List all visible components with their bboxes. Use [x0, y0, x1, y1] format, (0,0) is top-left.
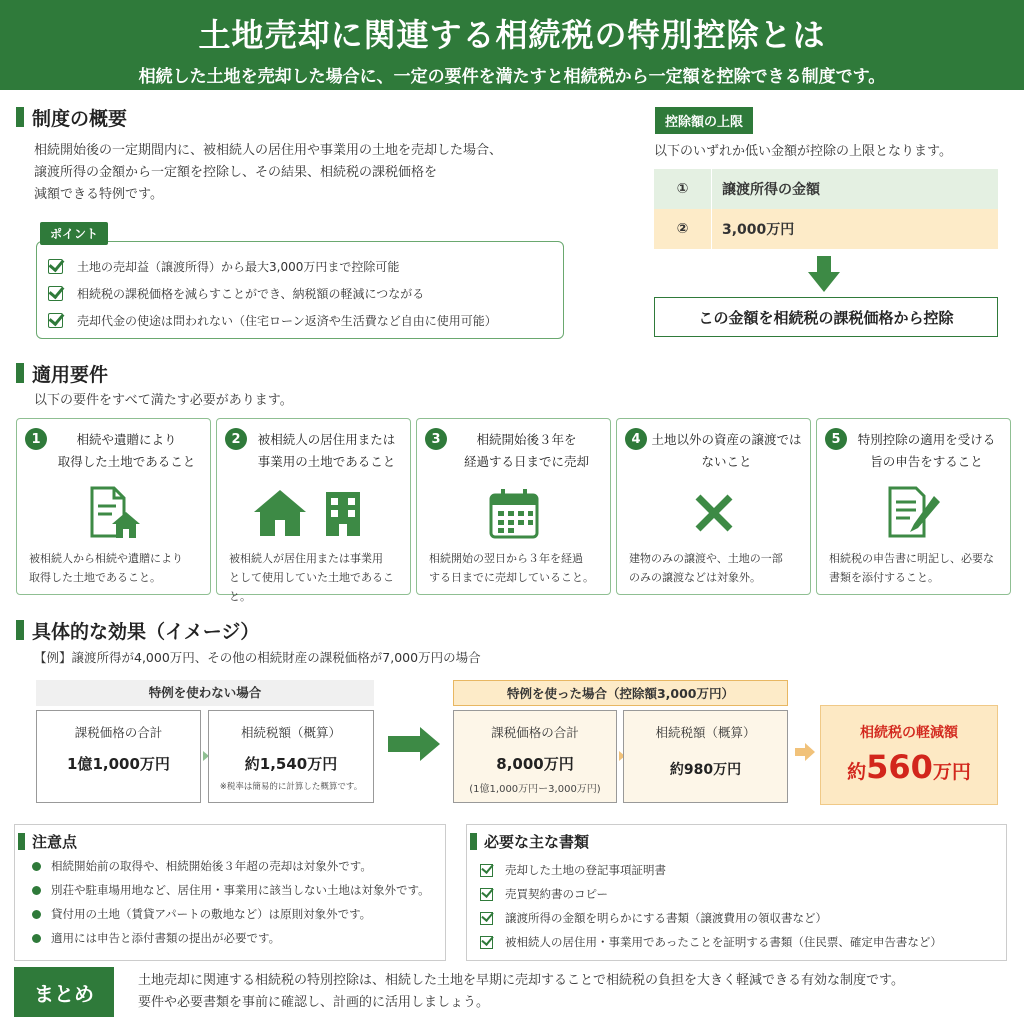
- overview-line: 譲渡所得の金額から一定額を控除し、その結果、相続税の課税価格を: [34, 165, 438, 180]
- point-text: 土地の売却益（譲渡所得）から最大3,000万円まで控除可能: [77, 260, 400, 274]
- caution-text: 相続開始前の取得や、相続開始後３年超の売却は対象外です。: [51, 859, 372, 873]
- with-label: 特例を使った場合（控除額3,000万円）: [453, 680, 788, 706]
- checkbox-icon: [480, 936, 493, 949]
- down-arrow-icon: [808, 256, 840, 292]
- requirement-title: [247, 429, 406, 473]
- right-arrow-icon: [795, 743, 815, 761]
- requirement-title-line: 被相続人の居住用または: [257, 432, 396, 447]
- box-label: 相続税額（概算）: [655, 725, 756, 740]
- requirement-title: [447, 429, 606, 473]
- box-value: 8,000万円: [496, 755, 574, 773]
- box-label: 課税価格の合計: [491, 725, 579, 740]
- point-text: 相続税の課税価格を減らすことができ、納税額の軽減につながる: [77, 287, 425, 301]
- cautions-title: 注意点: [18, 831, 77, 852]
- requirement-desc-line: として使用していた土地であること。: [229, 571, 394, 603]
- caution-text: 別荘や駐車場用地など、居住用・事業用に該当しない土地は対象外です。: [51, 883, 430, 897]
- overview-line: 減額できる特例です。: [34, 187, 163, 202]
- requirement-card-5: [816, 418, 1011, 595]
- document-text: 売却した土地の登記事項証明書: [505, 863, 666, 877]
- requirement-desc: [629, 549, 804, 587]
- point-item: [48, 312, 497, 329]
- requirement-title-line: 特別控除の適用を受ける: [857, 432, 996, 447]
- requirement-title-line: 旨の申告をすること: [870, 454, 983, 469]
- requirement-number: 5: [825, 428, 847, 450]
- box-label: 相続税額（概算）: [240, 725, 341, 740]
- requirement-desc-line: 建物のみの譲渡や、土地の一部: [629, 552, 783, 565]
- limit-num: ②: [654, 209, 712, 249]
- requirement-card-3: [416, 418, 611, 595]
- document-text: 譲渡所得の金額を明らかにする書類（譲渡費用の領収書など）: [505, 911, 827, 925]
- document-item: [480, 934, 942, 950]
- summary-tag: まとめ: [14, 967, 114, 1017]
- checkbox-icon: [480, 864, 493, 877]
- limit-intro: 以下のいずれか低い金額が控除の上限となります。: [654, 144, 952, 159]
- summary-line: 要件や必要書類を事前に確認し、計画的に活用しましょう。: [138, 995, 490, 1010]
- point-tag: ポイント: [40, 222, 108, 245]
- reduction-box: [820, 705, 998, 805]
- checkbox-icon: [48, 313, 63, 328]
- caution-item: [32, 930, 280, 946]
- checkbox-icon: [48, 286, 63, 301]
- requirement-number: 2: [225, 428, 247, 450]
- document-text: 被相続人の居住用・事業用であったことを証明する書類（住民票、確定申告書など）: [505, 935, 942, 949]
- limit-row-1: [654, 169, 998, 209]
- requirement-desc: [429, 549, 604, 587]
- calendar-icon: [417, 485, 610, 541]
- reduction-prefix: 約: [847, 761, 867, 783]
- with-tax-box: [623, 710, 788, 803]
- box-note: ※税率は簡易的に計算した概算です。: [219, 782, 363, 792]
- requirement-desc-line: 書類を添付すること。: [829, 571, 939, 584]
- checkbox-icon: [48, 259, 63, 274]
- box-value: 1億1,000万円: [67, 755, 170, 773]
- cross-icon: [617, 485, 810, 541]
- with-total-box: [453, 710, 617, 803]
- document-item: [480, 886, 608, 902]
- requirement-number: 3: [425, 428, 447, 450]
- effect-title: 具体的な効果（イメージ）: [16, 617, 259, 644]
- bullet-icon: [32, 910, 41, 919]
- documents-title: 必要な主な書類: [470, 831, 589, 852]
- requirement-desc-line: のみの譲渡などは対象外。: [629, 571, 761, 584]
- limit-label: 3,000万円: [722, 222, 795, 238]
- effect-example: 【例】譲渡所得が4,000万円、その他の相続財産の課税価格が7,000万円の場合: [34, 650, 481, 665]
- requirement-desc: [229, 549, 404, 606]
- page-header: [0, 0, 1024, 90]
- requirement-title-line: 土地以外の資産の譲渡では: [651, 432, 802, 447]
- summary-line: 土地売却に関連する相続税の特別控除は、相続した土地を早期に売却することで相続税の負担を大きく軽減できる有効な制度です。: [138, 973, 904, 988]
- without-tax-box: [208, 710, 374, 803]
- without-total-box: [36, 710, 201, 803]
- bullet-icon: [32, 886, 41, 895]
- point-text: 売却代金の使途は問われない（住宅ローン返済や生活費など自由に使用可能）: [77, 314, 497, 328]
- box-label: 課税価格の合計: [74, 725, 163, 740]
- requirement-desc-line: 相続開始の翌日から３年を経過: [429, 552, 583, 565]
- bullet-icon: [32, 934, 41, 943]
- checkbox-icon: [480, 912, 493, 925]
- requirement-card-1: [16, 418, 211, 595]
- caution-item: [32, 906, 371, 922]
- requirement-title-line: 相続や遺贈により: [76, 432, 177, 447]
- requirement-card-2: [216, 418, 411, 603]
- requirement-title: [847, 429, 1006, 473]
- house-building-icon: [217, 485, 410, 541]
- checkbox-icon: [480, 888, 493, 901]
- caution-item: [32, 858, 372, 874]
- requirement-card-4: [616, 418, 811, 595]
- without-label: 特例を使わない場合: [36, 680, 374, 706]
- box-value: 約980万円: [669, 762, 742, 778]
- caution-item: [32, 882, 430, 898]
- point-item: [48, 258, 399, 275]
- requirement-number: 4: [625, 428, 647, 450]
- requirement-desc-line: 取得した土地であること。: [29, 571, 161, 584]
- box-note: (1億1,000万円ー3,000万円): [469, 784, 601, 795]
- requirements-title: 適用要件: [16, 360, 108, 387]
- requirement-title-line: 相続開始後３年を: [476, 432, 577, 447]
- right-arrow-icon: [388, 727, 440, 761]
- page-title: 土地売却に関連する相続税の特別控除とは: [198, 16, 826, 54]
- document-text: 売買契約書のコピー: [505, 887, 609, 901]
- requirement-desc: [29, 549, 204, 587]
- caution-text: 貸付用の土地（賃貸アパートの敷地など）は原則対象外です。: [51, 907, 372, 921]
- limit-result: この金額を相続税の課税価格から控除: [654, 297, 998, 337]
- overview-title: 制度の概要: [16, 104, 127, 131]
- reduction-label: 相続税の軽減額: [860, 725, 958, 741]
- document-pen-icon: [817, 485, 1010, 541]
- point-item: [48, 285, 424, 302]
- requirement-desc-line: する日までに売却していること。: [429, 571, 594, 584]
- requirement-title-line: 事業用の土地であること: [257, 454, 396, 469]
- summary-text: [138, 970, 1018, 1014]
- reduction-amount: [821, 748, 997, 786]
- document-item: [480, 910, 827, 926]
- requirement-desc-line: 被相続人が居住用または事業用: [229, 552, 383, 565]
- limit-row-2: [654, 209, 998, 249]
- reduction-unit: 万円: [932, 761, 971, 783]
- requirement-title: [647, 429, 806, 473]
- limit-num: ①: [654, 169, 712, 209]
- requirement-desc-line: 被相続人から相続や遺贈により: [29, 552, 183, 565]
- page-subtitle: 相続した土地を売却した場合に、一定の要件を満たすと相続税から一定額を控除できる制度です。: [138, 67, 886, 87]
- limit-tag: 控除額の上限: [655, 107, 753, 134]
- requirement-title: [47, 429, 206, 473]
- requirement-number: 1: [25, 428, 47, 450]
- requirement-desc-line: 相続税の申告書に明記し、必要な: [829, 552, 994, 565]
- caution-text: 適用には申告と添付書類の提出が必要です。: [51, 931, 281, 945]
- document-item: [480, 862, 666, 878]
- overview-text: [34, 140, 614, 206]
- requirement-title-line: 経過する日までに売却: [463, 454, 589, 469]
- requirement-desc: [829, 549, 1004, 587]
- limit-label: 譲渡所得の金額: [722, 182, 820, 198]
- requirements-intro: 以下の要件をすべて満たす必要があります。: [34, 393, 293, 408]
- document-house-icon: [17, 485, 210, 541]
- requirement-title-line: 取得した土地であること: [57, 454, 196, 469]
- bullet-icon: [32, 862, 41, 871]
- reduction-number: 560: [866, 748, 933, 786]
- box-value: 約1,540万円: [244, 755, 338, 773]
- requirement-title-line: ないこと: [701, 454, 752, 469]
- overview-line: 相続開始後の一定期間内に、被相続人の居住用や事業用の土地を売却した場合、: [34, 143, 503, 158]
